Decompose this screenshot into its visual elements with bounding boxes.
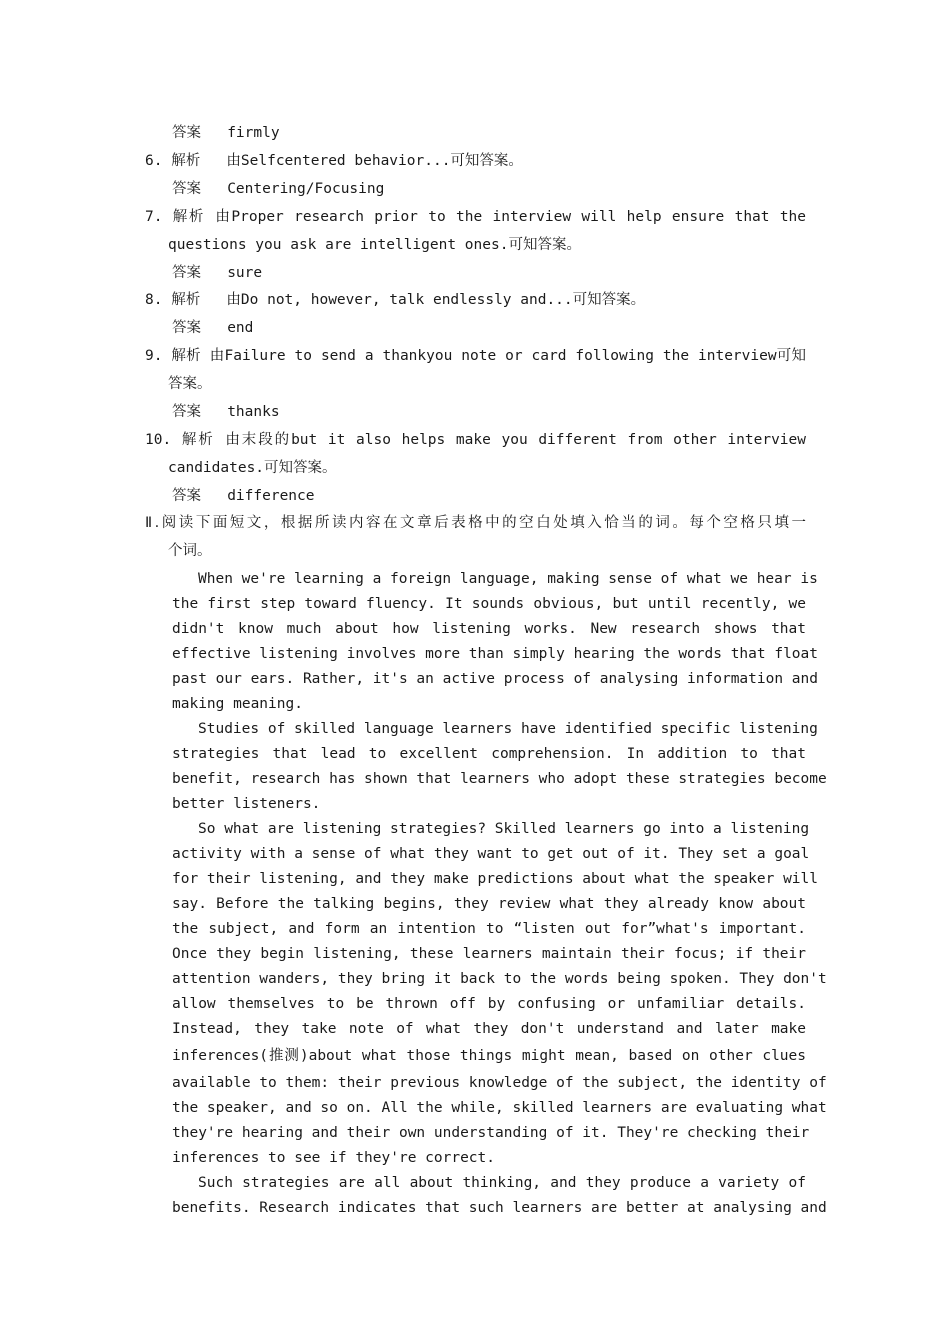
passage-line: activity with a sense of what they want to get out of it. They set a goal — [172, 846, 810, 862]
answer-label: 答案 — [172, 404, 201, 420]
item-number: 9. — [145, 348, 163, 364]
answer-label: 答案 — [172, 320, 201, 336]
analysis-line-7a — [145, 207, 806, 227]
answer-line-7 — [172, 263, 262, 283]
answer-label: 答案 — [172, 125, 201, 141]
passage-line: So what are listening strategies? Skilled learners go into a listening — [198, 821, 810, 837]
passage-line: the speaker, and so on. All the while, skilled learners are evaluating what — [172, 1100, 827, 1116]
passage-line: When we're learning a foreign language, making sense of what we hear is — [198, 571, 818, 587]
analysis-line-10b — [168, 458, 337, 478]
passage-line: effective listening involves more than simply hearing the words that float — [172, 646, 819, 662]
passage-line: strategies that lead to excellent comprehension. In addition to that — [172, 746, 806, 762]
analysis-label: 解析 — [171, 153, 201, 169]
item-number: 10. — [145, 432, 172, 448]
section-heading-cont: 个词。 — [168, 543, 212, 559]
analysis-label: 解析 — [181, 432, 215, 448]
analysis-label: 解析 — [171, 292, 201, 308]
answer-line-5 — [172, 123, 280, 143]
analysis-line-6 — [145, 151, 523, 171]
passage-line: benefit, research has shown that learners who adopt these strategies become — [172, 771, 827, 787]
analysis-text: 答案。 — [168, 376, 212, 392]
analysis-text: questions you ask are intelligent ones.可知答案。 — [168, 237, 581, 253]
analysis-line-8 — [145, 290, 645, 310]
passage-line: past our ears. Rather, it's an active process of analysing information and — [172, 671, 819, 687]
passage-line: didn't know much about how listening works. New research shows that — [172, 621, 806, 637]
answer-label: 答案 — [172, 265, 201, 281]
answer-line-8 — [172, 318, 253, 338]
analysis-label: 解析 — [171, 348, 201, 364]
analysis-line-10a — [145, 430, 806, 450]
passage-line: the subject, and form an intention to “listen out for”what's important. — [172, 921, 806, 937]
passage-line: the first step toward fluency. It sounds obvious, but until recently, we — [172, 596, 806, 612]
answer-line-6 — [172, 179, 384, 199]
passage-line: for their listening, and they make predictions about what the speaker will — [172, 871, 819, 887]
item-number: 8. — [145, 292, 163, 308]
passage-line: benefits. Research indicates that such learners are better at analysing and — [172, 1200, 827, 1216]
analysis-text: 由Selfcentered behavior...可知答案。 — [226, 153, 523, 169]
answer-text: thanks — [227, 404, 280, 420]
answer-text: firmly — [227, 125, 280, 141]
passage-line: inferences to see if they're correct. — [172, 1150, 496, 1166]
analysis-text: 由末段的but it also helps make you different from other interview — [225, 432, 806, 448]
answer-line-10 — [172, 486, 315, 506]
item-number: 7. — [145, 209, 163, 225]
passage-line: say. Before the talking begins, they review what they already know about — [172, 896, 806, 912]
passage-line: they're hearing and their own understanding of it. They're checking their — [172, 1125, 810, 1141]
answer-text: sure — [227, 265, 263, 281]
analysis-text: candidates.可知答案。 — [168, 460, 337, 476]
analysis-label: 解析 — [172, 209, 205, 225]
passage-line: inferences(推测)about what those things might mean, based on other clues — [172, 1048, 806, 1064]
item-number: 6. — [145, 153, 163, 169]
answer-label: 答案 — [172, 181, 201, 197]
analysis-text: 由Proper research prior to the interview will help ensure that the — [215, 209, 807, 225]
analysis-text: 由Do not, however, talk endlessly and...可知答案。 — [226, 292, 646, 308]
answer-text: end — [227, 320, 254, 336]
section-heading: Ⅱ.阅读下面短文，根据所读内容在文章后表格中的空白处填入恰当的词。每个空格只填一 — [145, 515, 806, 531]
passage-line: available to them: their previous knowledge of the subject, the identity of — [172, 1075, 827, 1091]
answer-text: difference — [227, 488, 315, 504]
passage-line: Once they begin listening, these learners maintain their focus; if their — [172, 946, 806, 962]
answer-label: 答案 — [172, 488, 201, 504]
analysis-line-9a — [145, 346, 806, 366]
passage-line: better listeners. — [172, 796, 321, 812]
answer-line-9 — [172, 402, 280, 422]
answer-text: Centering/Focusing — [227, 181, 385, 197]
passage-line: attention wanders, they bring it back to the words being spoken. They don't — [172, 971, 827, 987]
passage-line: making meaning. — [172, 696, 303, 712]
analysis-line-9b — [168, 374, 212, 394]
passage-line: allow themselves to be thrown off by confusing or unfamiliar details. — [172, 996, 806, 1012]
analysis-line-7b — [168, 235, 581, 255]
analysis-text: 由Failure to send a thankyou note or card following the interview可知 — [209, 348, 807, 364]
passage-line: Studies of skilled language learners have identified specific listening — [198, 721, 818, 737]
passage-line: Such strategies are all about thinking, and they produce a variety of — [198, 1175, 806, 1191]
passage-line: Instead, they take note of what they don't understand and later make — [172, 1021, 806, 1037]
